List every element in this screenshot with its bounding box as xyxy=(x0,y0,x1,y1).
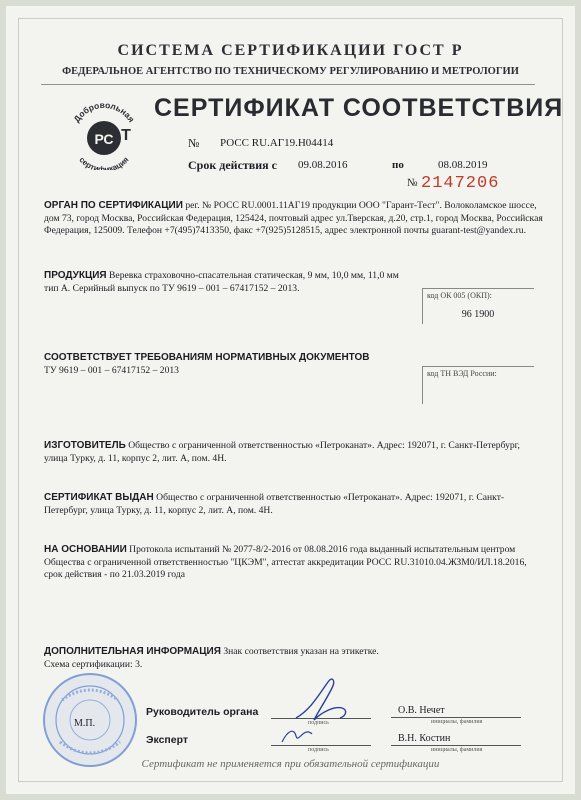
manufacturer-text: Общество с ограниченной ответственностью «Петроканат». Адрес: 192071, г. Санкт-Петербург, улица Турку, д. 11, корпус 2, лит. А, пом. 4Н. xyxy=(44,440,520,464)
stamp-label: М.П. xyxy=(74,718,96,729)
expert-name-line xyxy=(391,745,521,746)
head-signature xyxy=(288,674,358,728)
rst-logo-icon xyxy=(64,98,144,170)
head-name: О.В. Нечет xyxy=(398,705,445,716)
conformity-text: ТУ 9619 – 001 – 67417152 – 2013 xyxy=(44,364,179,376)
validity-label: Срок действия с xyxy=(188,158,277,172)
okp-code-value: 96 1900 xyxy=(461,309,495,320)
expert-sign-caption: подпись xyxy=(308,747,329,753)
svg-text:РС: РС xyxy=(94,131,114,147)
expert-name: В.Н. Костин xyxy=(398,733,451,744)
product-text: Веревка страховочно-спасательная статическая, 9 мм, 10,0 мм, 11,0 мм тип А. Серийный выпуск по ТУ 9619 – 001 – 67417152 – 2013. xyxy=(44,270,399,294)
head-name-line xyxy=(391,717,521,718)
serial-label: № xyxy=(407,177,418,189)
additional-section xyxy=(44,646,544,671)
tnved-code-box xyxy=(422,366,534,404)
valid-to-label: по xyxy=(392,159,404,171)
certificate-title: СЕРТИФИКАТ СООТВЕТСТВИЯ xyxy=(154,94,564,122)
valid-from: 09.08.2016 xyxy=(298,159,348,171)
certificate-number: РОСС RU.АГ19.Н04414 xyxy=(220,137,334,149)
basis-heading: НА ОСНОВАНИИ xyxy=(44,544,127,555)
gost-logo xyxy=(64,98,144,170)
number-label: № xyxy=(188,136,200,150)
head-name-caption: инициалы, фамилия xyxy=(431,719,483,725)
handwritten-signature-icon xyxy=(288,674,358,728)
head-label: Руководитель органа xyxy=(146,706,259,718)
agency-name: ФЕДЕРАЛЬНОЕ АГЕНТСТВО ПО ТЕХНИЧЕСКОМУ РЕГУЛИРОВАНИЮ И МЕТРОЛОГИИ xyxy=(62,66,519,77)
expert-signature xyxy=(278,722,318,748)
organ-heading: ОРГАН ПО СЕРТИФИКАЦИИ xyxy=(44,200,183,211)
issued-heading: СЕРТИФИКАТ ВЫДАН xyxy=(44,492,154,503)
basis-section xyxy=(44,544,544,582)
expert-label: Эксперт xyxy=(146,734,189,746)
issued-text: Общество с ограниченной ответственностью «Петроканат». Адрес: 192071, г. Санкт-Петербург, улица Турку, д. 11, корпус 2, лит. А, пом. 4Н. xyxy=(44,492,505,516)
basis-text: Протокола испытаний № 2077-8/2-2016 от 08.08.2016 года выданный испытательным центром Общества с ограниченной ответственностью "ЦКЭМ", аттестат аккредитации РОСС RU.31010.04.ЖЗМ0/ИЛ.18.2016, срок действия - по 21.03.2019 года xyxy=(44,544,527,580)
conformity-heading: СООТВЕТСТВУЕТ ТРЕБОВАНИЯМ НОРМАТИВНЫХ ДОКУМЕНТОВ xyxy=(44,352,370,363)
handwritten-signature-icon xyxy=(278,722,318,748)
manufacturer-heading: ИЗГОТОВИТЕЛЬ xyxy=(44,440,126,451)
manufacturer-section xyxy=(44,440,544,465)
system-title: СИСТЕМА СЕРТИФИКАЦИИ ГОСТ Р xyxy=(117,42,464,59)
conformity-section xyxy=(44,352,424,377)
okp-code-label: код ОК 005 (ОКП): xyxy=(427,291,492,300)
svg-text:Т: Т xyxy=(121,127,131,144)
expert-name-caption: инициалы, фамилия xyxy=(431,747,483,753)
svg-text:Добровольная: Добровольная xyxy=(71,99,137,125)
additional-heading: ДОПОЛНИТЕЛЬНАЯ ИНФОРМАЦИЯ xyxy=(44,646,221,657)
valid-to: 08.08.2019 xyxy=(438,159,488,171)
product-heading: ПРОДУКЦИЯ xyxy=(44,270,107,281)
head-sign-caption: подпись xyxy=(308,720,329,726)
product-section xyxy=(44,270,414,295)
svg-text:сертификация: сертификация xyxy=(77,155,131,170)
serial-number: 2147206 xyxy=(421,174,500,193)
issued-section xyxy=(44,492,544,517)
header-divider xyxy=(41,84,535,85)
certification-scheme: Схема сертификации: 3. xyxy=(44,658,143,670)
additional-text: Знак соответствия указан на этикетке. xyxy=(223,646,379,657)
tnved-code-label: код ТН ВЭД России: xyxy=(427,369,497,378)
organ-text: рег. № РОСС RU.0001.11АГ19 продукции ООО "Гарант-Тест". Волоколамское шоссе, дом 73, город Москва, Российская Федерация, 125424, почтовый адрес ул.Тверская, д.20, стр.1, город Москва, Российская Федерация, 125009. Телефон +7(495)7413350, факс +7(925)5128515, адрес электронной почты guarant-test@yandex.ru. xyxy=(44,200,543,236)
organ-section xyxy=(44,200,544,238)
footer-note: Сертификат не применяется при обязательной сертификации xyxy=(141,758,440,770)
